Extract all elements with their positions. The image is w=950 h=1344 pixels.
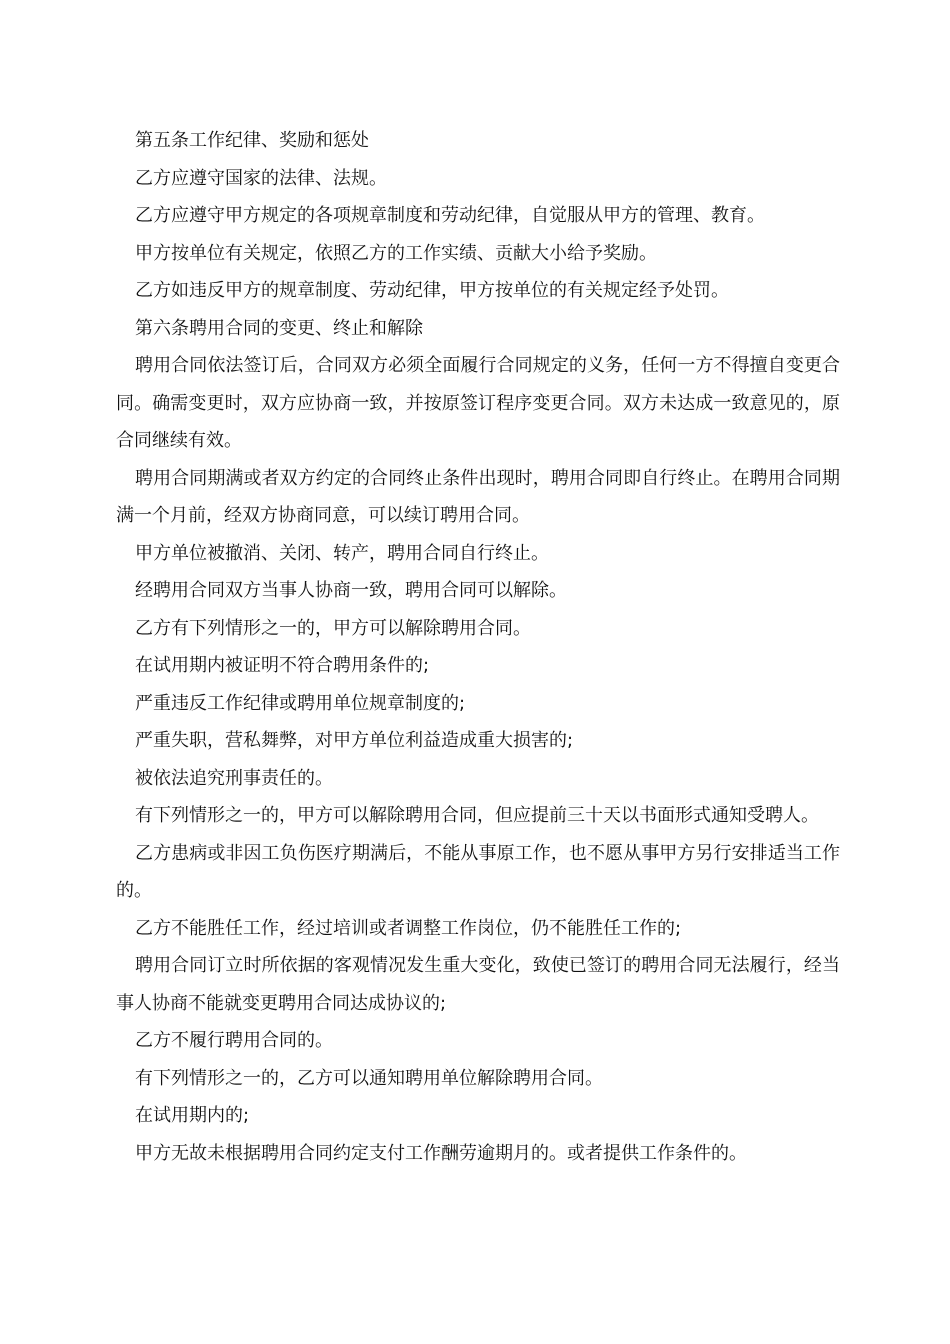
list-item: 乙方不履行聘用合同的。 bbox=[135, 1030, 333, 1051]
paragraph: 经聘用合同双方当事人协商一致，聘用合同可以解除。 bbox=[135, 580, 567, 601]
paragraph: 聘用合同依法签订后，合同双方必须全面履行合同规定的义务，任何一方不得擅自变更合同。确需变更时，双方应协商一致，并按原签订程序变更合同。双方未达成一致意见的，原合同继续有效。 bbox=[116, 355, 840, 451]
list-item: 乙方患病或非因工负伤医疗期满后，不能从事原工作，也不愿从事甲方另行安排适当工作的。 bbox=[116, 842, 840, 901]
paragraph: 有下列情形之一的，乙方可以通知聘用单位解除聘用合同。 bbox=[135, 1067, 603, 1089]
list-item: 甲方无故未根据聘用合同约定支付工作酬劳逾期月的。或者提供工作条件的。 bbox=[135, 1142, 747, 1164]
list-item: 聘用合同订立时所依据的客观情况发生重大变化，致使已签订的聘用合同无法履行，经当事人协商不能就变更聘用合同达成协议的; bbox=[116, 955, 840, 1014]
list-item: 在试用期内的; bbox=[135, 1105, 250, 1126]
document-body bbox=[116, 122, 840, 1172]
list-item: 严重失职，营私舞弊，对甲方单位利益造成重大损害的; bbox=[135, 730, 574, 751]
section-heading-article-6: 第六条聘用合同的变更、终止和解除 bbox=[135, 317, 423, 339]
list-item: 被依法追究刑事责任的。 bbox=[135, 767, 333, 789]
paragraph: 有下列情形之一的，甲方可以解除聘用合同，但应提前三十天以书面形式通知受聘人。 bbox=[135, 805, 819, 826]
paragraph: 乙方应遵守甲方规定的各项规章制度和劳动纪律，自觉服从甲方的管理、教育。 bbox=[135, 205, 765, 226]
list-item: 严重违反工作纪律或聘用单位规章制度的; bbox=[135, 692, 466, 714]
paragraph: 乙方有下列情形之一的，甲方可以解除聘用合同。 bbox=[135, 617, 531, 639]
paragraph: 甲方按单位有关规定，依照乙方的工作实绩、贡献大小给予奖励。 bbox=[135, 242, 657, 264]
paragraph: 乙方如违反甲方的规章制度、劳动纪律，甲方按单位的有关规定经予处罚。 bbox=[135, 280, 729, 301]
paragraph: 甲方单位被撤消、关闭、转产，聘用合同自行终止。 bbox=[135, 542, 549, 564]
section-heading-article-5: 第五条工作纪律、奖励和惩处 bbox=[135, 130, 369, 151]
list-item: 乙方不能胜任工作，经过培训或者调整工作岗位，仍不能胜任工作的; bbox=[135, 917, 682, 939]
paragraph: 乙方应遵守国家的法律、法规。 bbox=[135, 167, 387, 189]
paragraph: 聘用合同期满或者双方约定的合同终止条件出现时，聘用合同即自行终止。在聘用合同期满一个月前，经双方协商同意，可以续订聘用合同。 bbox=[116, 467, 840, 526]
list-item: 在试用期内被证明不符合聘用条件的; bbox=[135, 655, 430, 676]
